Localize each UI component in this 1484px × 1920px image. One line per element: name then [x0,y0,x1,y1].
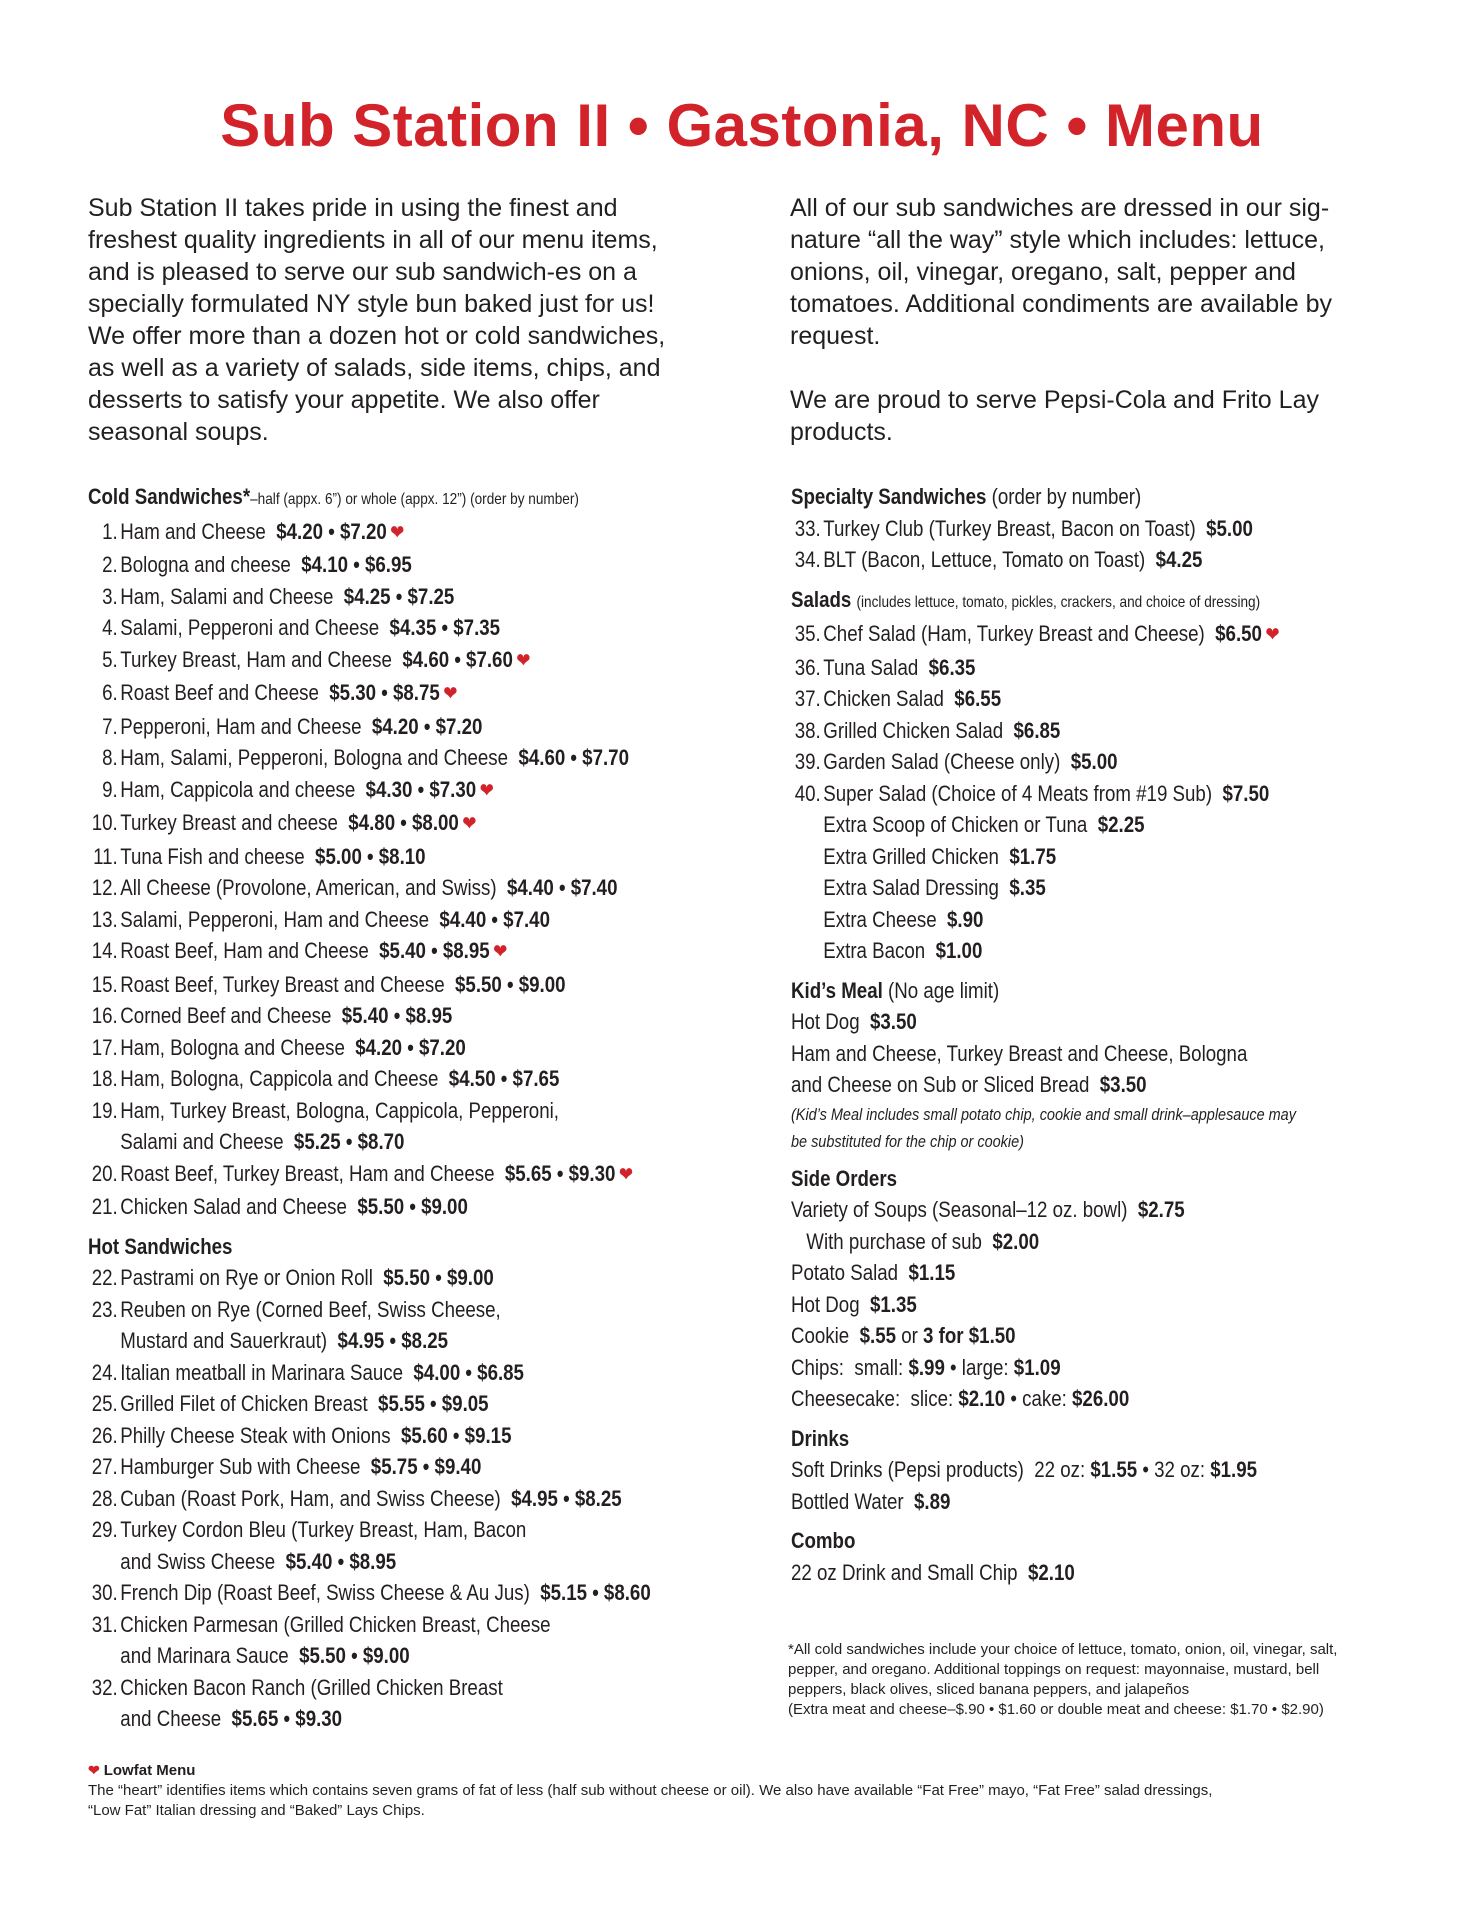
menu-item [88,1158,700,1192]
item-number: 40. [794,780,821,806]
footnote-line: *All cold sandwiches include your choice of lettuce, tomato, onion, oil, vinegar, salt, [788,1641,1338,1658]
item-name: Cuban (Roast Pork, Ham, and Swiss Cheese) [120,1485,501,1511]
item-price: $2.75 [1137,1197,1185,1222]
heart-icon: ❤ [1265,624,1280,646]
heart-icon: ❤ [618,1163,634,1186]
menu-item [88,677,700,711]
item-name: Chef Salad (Ham, Turkey Breast and Cheese) [823,621,1205,646]
item-number: 17. [91,1034,118,1060]
item-number: 38. [794,717,821,743]
item-name: Pastrami on Rye or Onion Roll [120,1265,373,1290]
item-price: $4.25 • $7.25 [343,583,455,609]
item-name: Ham and Cheese [120,518,266,544]
section-note: (order by number) [991,484,1142,509]
item-price: $5.65 • $9.30 [504,1160,616,1186]
item-price: $5.50 • $9.00 [299,1643,410,1668]
kids-note-line: be substituted for the chip or cookie) [791,1131,1024,1151]
item-name: Ham, Salami, Pepperoni, Bologna and Cheese [120,745,509,770]
item-name: Tuna Fish and cheese [120,843,305,869]
footnote-line: peppers, black olives, sliced banana peppers, and jalapeños [788,1681,1190,1698]
item-name: Pepperoni, Ham and Cheese [120,713,362,739]
hot-sandwiches-header: Hot Sandwiches [88,1233,233,1259]
item-price: $4.20 • $7.20 [371,713,483,739]
item-price: $1.55 [1090,1457,1138,1482]
item-name: Turkey Club (Turkey Breast, Bacon on Toast) [823,515,1196,541]
item-number: 19. [91,1097,118,1123]
item-number: 24. [91,1359,118,1385]
specialty-sandwiches-header [791,481,1437,513]
item-name: Ham, Cappicola and cheese [120,776,356,802]
size-label: slice: [910,1386,954,1411]
menu-item [88,1420,700,1452]
soup-with-sub-item [791,1226,1437,1258]
item-number: 1. [102,518,118,544]
item-name: Hamburger Sub with Cheese [120,1454,361,1479]
item-name: Corned Beef and Cheese [120,1003,332,1028]
item-price: $6.35 [928,654,976,680]
item-number: 7. [102,713,118,739]
item-deal: 3 for $1.50 [923,1323,1016,1348]
lowfat-title-text: Lowfat Menu [103,1762,196,1779]
item-price: $5.40 • $8.95 [285,1548,397,1574]
menu-item [88,644,700,678]
item-name: French Dip (Roast Beef, Swiss Cheese & Au Jus) [120,1580,530,1605]
menu-item [88,1294,700,1326]
item-name: and Cheese on Sub or Sliced Bread [791,1072,1090,1097]
item-name: Italian meatball in Marinara Sauce [120,1359,404,1385]
soft-drinks-item: Soft Drinks (Pepsi products) 22 oz: $1.55 • 32 oz: $1.95 [791,1457,1258,1482]
item-number: 14. [91,938,118,963]
section-note: (includes lettuce, tomato, pickles, crackers, and choice of dressing) [856,593,1261,611]
salads-header [791,584,1437,619]
item-number: 3. [102,583,118,609]
item-number: 22. [91,1265,118,1290]
item-price: $.89 [913,1488,951,1514]
kids-meal-note [791,1101,1437,1155]
item-number: 30. [91,1580,118,1605]
item-number: 28. [91,1485,118,1511]
item-name: Bottled Water [791,1488,904,1514]
item-price: $4.00 • $6.85 [413,1359,524,1385]
item-price: $2.10 [1027,1559,1075,1585]
menu-item [88,612,700,644]
bottled-water-item [791,1486,1437,1518]
item-price: $5.75 • $9.40 [370,1454,482,1479]
item-name: Chicken Salad [823,686,944,711]
item-name: Ham, Salami and Cheese [120,583,334,609]
item-name: Turkey Cordon Bleu (Turkey Breast, Ham, Bacon [120,1517,527,1542]
menu-item [88,516,700,550]
side-hotdog-item [791,1289,1437,1321]
menu-item [88,841,700,873]
menu-item [88,1388,700,1420]
item-price: $.35 [1009,875,1046,900]
item-number: 36. [794,654,821,680]
item-name: Ham, Bologna and Cheese [120,1034,345,1060]
menu-item [88,711,700,743]
cookie-item [791,1320,1437,1352]
item-name: Grilled Chicken Salad [823,717,1004,743]
kids-combo-line1: Ham and Cheese, Turkey Breast and Cheese, Bologna [791,1040,1248,1066]
heart-icon: ❤ [479,779,494,802]
item-number: 15. [91,971,118,997]
menu-item [88,1000,700,1032]
item-price: $1.95 [1210,1457,1258,1482]
item-price: $1.09 [1013,1354,1061,1380]
cold-sandwiches-header [88,481,700,516]
menu-right-column [791,481,1437,1588]
salad-extra-item [791,841,1437,873]
or-text: or [901,1323,918,1348]
item-name: Bologna and cheese [120,552,291,577]
item-name: Roast Beef, Ham and Cheese [120,938,369,963]
item-name: Turkey Breast, Ham and Cheese [120,646,392,672]
item-number: 6. [102,680,118,705]
intro-right [790,192,1400,480]
menu-item [88,1514,700,1546]
item-price: $4.40 • $7.40 [439,906,550,932]
menu-item-continued [88,1546,700,1578]
item-number: 10. [91,810,118,835]
item-price: $5.40 • $8.95 [341,1003,453,1028]
item-number: 26. [91,1422,118,1448]
item-name: and Marinara Sauce [120,1643,289,1668]
item-price: $5.50 • $9.00 [383,1265,494,1290]
menu-item [88,1577,700,1609]
item-price: $4.60 • $7.60 [402,646,513,672]
menu-left-column [88,481,700,1735]
item-price: $6.50 [1215,621,1262,646]
menu-item [88,1191,700,1223]
menu-item [791,618,1437,652]
item-name: Ham, Turkey Breast, Bologna, Cappicola, Pepperoni, [120,1097,559,1123]
menu-item [88,1095,700,1127]
item-number: 4. [102,615,118,640]
item-name: Chicken Bacon Ranch (Grilled Chicken Breast [120,1674,503,1700]
lowfat-title [88,1760,1408,1781]
size-label: small: [854,1354,904,1380]
heart-icon: ❤ [493,941,508,963]
item-name: Philly Cheese Steak with Onions [120,1422,391,1448]
menu-item-continued [88,1126,700,1158]
item-name: Extra Bacon [823,938,926,963]
item-name: Extra Grilled Chicken [823,843,999,869]
menu-item [88,1672,700,1704]
item-name: 22 oz Drink and Small Chip [791,1559,1018,1585]
menu-item [791,778,1437,810]
kids-meal-header [791,975,1437,1007]
kids-hotdog-item [791,1006,1437,1038]
intro-products-text: We are proud to serve Pepsi-Cola and Frito Lay products. [790,386,1319,446]
item-price: $4.30 • $7.30 [365,776,477,802]
item-price: $4.50 • $7.65 [448,1066,560,1091]
section-title: Salads [791,586,852,612]
item-price: $1.00 [935,938,983,963]
item-price: $5.50 • $9.00 [455,971,566,997]
cold-sandwich-footnote [788,1640,1428,1720]
item-price: $4.35 • $7.35 [389,615,501,640]
item-number: 12. [91,875,118,900]
heart-icon: ❤ [462,813,477,835]
item-price: $4.60 • $7.70 [518,745,629,770]
item-number: 20. [91,1160,118,1186]
salad-extra-item [791,935,1437,967]
item-price: $4.20 • $7.20 [276,518,387,544]
size-label: large: [961,1354,1009,1380]
item-price: $2.25 [1097,812,1145,837]
item-number: 35. [794,621,821,646]
lowfat-text-line: “Low Fat” Italian dressing and “Baked” Lays Chips. [88,1802,425,1819]
item-name: Super Salad (Choice of 4 Meats from #19 Sub) [823,780,1213,806]
menu-item [88,1609,700,1641]
item-price: $.55 [859,1323,897,1348]
item-name: and Swiss Cheese [120,1548,276,1574]
item-number: 5. [102,646,118,672]
item-name: Roast Beef, Turkey Breast, Ham and Cheese [120,1160,495,1186]
item-number: 25. [91,1391,118,1416]
item-name: Salami, Pepperoni and Cheese [120,615,380,640]
kids-note-line: (Kid’s Meal includes small potato chip, cookie and small drink–applesauce may [791,1104,1296,1124]
hot-sandwich-list [88,1262,700,1735]
lowfat-notice [88,1760,1408,1821]
menu-item [791,513,1437,545]
item-number: 16. [91,1003,118,1028]
item-name: With purchase of sub [806,1228,982,1254]
item-price: $4.20 • $7.20 [355,1034,466,1060]
menu-item-continued [88,1325,700,1357]
intro-dressing-text: All of our sub sandwiches are dressed in our sig-nature “all the way” style which includes: lettuce, onions, oil, vinegar, oregano, salt, pepper and tomatoes. Additional condiments are available by request. [790,194,1332,350]
item-price: $5.00 [1070,749,1118,774]
footnote-line: pepper, and oregano. Additional toppings on request: mayonnaise, mustard, bell [788,1661,1320,1678]
item-number: 9. [102,776,118,802]
salad-extra-item [791,872,1437,904]
menu-item [88,1032,700,1064]
item-name: BLT (Bacon, Lettuce, Tomato on Toast) [823,547,1146,572]
item-price: $4.10 • $6.95 [301,552,412,577]
item-name: Extra Scoop of Chicken or Tuna [823,812,1088,837]
item-price: $4.40 • $7.40 [506,875,618,900]
item-number: 11. [93,843,118,869]
item-price: $5.00 [1206,515,1253,541]
soup-item [791,1194,1437,1226]
item-price: $5.50 • $9.00 [357,1194,468,1219]
menu-item [791,746,1437,778]
salad-list [791,618,1437,809]
menu-item-continued [88,1640,700,1672]
item-price: $2.10 [958,1386,1006,1411]
item-price: $2.00 [992,1228,1040,1254]
item-number: 18. [91,1066,118,1091]
item-price: $5.15 • $8.60 [540,1580,651,1605]
menu-item [88,935,700,969]
cheesecake-item: Cheesecake: slice: $2.10 • cake: $26.00 [791,1386,1130,1411]
section-note: (No age limit) [888,977,1000,1003]
menu-item [791,683,1437,715]
combo-header: Combo [791,1528,856,1553]
item-price: $5.65 • $9.30 [231,1706,343,1731]
menu-item [88,1483,700,1515]
item-price: $1.15 [908,1260,956,1285]
menu-item-continued [88,1703,700,1735]
item-price: $3.50 [1099,1072,1147,1097]
item-name: Tuna Salad [823,654,919,680]
item-number: 27. [91,1454,118,1479]
item-price: $7.50 [1222,780,1270,806]
item-name: Chicken Parmesan (Grilled Chicken Breast, Cheese [120,1611,551,1637]
item-name: Chips: [791,1354,845,1380]
item-name: Hot Dog [791,1009,860,1034]
footnote-line: (Extra meat and cheese–$.90 • $1.60 or double meat and cheese: $1.70 • $2.90) [788,1701,1324,1718]
item-number: 2. [102,552,118,577]
section-title: Specialty Sandwiches [791,484,987,509]
item-price: $6.55 [954,686,1002,711]
specialty-sandwich-list [791,513,1437,576]
item-name: All Cheese (Provolone, American, and Swiss) [120,875,497,900]
item-price: $4.25 [1155,547,1203,572]
page-title: Sub Station II • Gastonia, NC • Menu [220,92,1264,159]
section-title: Kid’s Meal [791,977,883,1003]
item-name: Mustard and Sauerkraut) [120,1328,328,1353]
item-price: $3.50 [870,1009,917,1034]
menu-item [88,1451,700,1483]
item-price: $1.35 [870,1291,917,1317]
item-name: Salami, Pepperoni, Ham and Cheese [120,906,430,932]
salad-extra-item [791,904,1437,936]
item-number: 8. [102,745,118,770]
chips-item: Chips: small: $.99 • large: $1.09 [791,1354,1061,1380]
menu-item [88,1357,700,1389]
item-number: 34. [794,547,821,572]
salad-extras-list [791,809,1437,967]
salad-extra-item [791,809,1437,841]
item-name: Soft Drinks (Pepsi products) [791,1457,1024,1482]
item-name: Extra Salad Dressing [823,875,999,900]
item-number: 33. [794,515,821,541]
item-price: $4.95 • $8.25 [337,1328,449,1353]
item-price: $5.30 • $8.75 [329,680,440,705]
lowfat-text-line: The “heart” identifies items which contains seven grams of fat of less (half sub without cheese or oil). We also have available “Fat Free” mayo, “Fat Free” salad dressings, [88,1782,1213,1799]
heart-icon: ❤ [390,521,405,544]
item-name: Ham, Bologna, Cappicola and Cheese [120,1066,439,1091]
menu-item [88,969,700,1001]
item-price: $5.55 • $9.05 [378,1391,489,1416]
item-name: Variety of Soups (Seasonal–12 oz. bowl) [791,1197,1128,1222]
item-price: $.90 [947,906,984,932]
item-name: Reuben on Rye (Corned Beef, Swiss Cheese, [120,1296,501,1322]
menu-item [88,1063,700,1095]
item-name: Hot Dog [791,1291,860,1317]
menu-item [88,872,700,904]
menu-item [88,807,700,841]
item-price: $.99 [908,1354,945,1380]
item-name: Extra Cheese [823,906,937,932]
item-name: Cheesecake: [791,1386,901,1411]
menu-item [88,581,700,613]
item-number: 29. [91,1517,118,1542]
section-note: –half (appx. 6”) or whole (appx. 12”) (order by number) [250,491,579,508]
size-label: cake: [1022,1386,1067,1411]
heart-icon: ❤ [516,649,531,672]
heart-icon: ❤ [88,1762,100,1778]
size-label: 32 oz: [1154,1457,1206,1482]
item-number: 37. [794,686,821,711]
item-price: $5.60 • $9.15 [400,1422,512,1448]
potato-salad-item [791,1257,1437,1289]
item-name: Garden Salad (Cheese only) [823,749,1061,774]
intro-left [88,192,698,480]
menu-item [791,652,1437,684]
item-number: 21. [91,1194,118,1219]
item-name: Roast Beef and Cheese [120,680,319,705]
intro-text: Sub Station II takes pride in using the finest and freshest quality ingredients in all of our menu items, and is pleased to serve our sub sandwich-es on a specially formulated NY style bun baked just for us! We offer more than a dozen hot or cold sandwiches, as well as a variety of salads, side items, chips, and desserts to satisfy your appetite. We also offer seasonal soups. [88,194,666,446]
item-number: 13. [91,906,118,932]
item-name: Potato Salad [791,1260,899,1285]
item-name: Salami and Cheese [120,1129,284,1154]
item-name: Grilled Filet of Chicken Breast [120,1391,368,1416]
size-label: 22 oz: [1034,1457,1086,1482]
heart-icon: ❤ [443,683,458,705]
item-number: 31. [91,1611,118,1637]
item-price: $4.95 • $8.25 [511,1485,622,1511]
item-name: Turkey Breast and cheese [120,810,338,835]
item-price: $5.00 • $8.10 [315,843,426,869]
kids-combo-line2 [791,1069,1437,1101]
menu-item [88,774,700,808]
item-price: $5.40 • $8.95 [379,938,490,963]
section-title: Cold Sandwiches* [88,484,251,509]
menu-item [88,742,700,774]
menu-item [791,544,1437,576]
item-price: $4.80 • $8.00 [348,810,459,835]
drinks-header: Drinks [791,1425,850,1451]
item-number: 39. [794,749,821,774]
item-price: $26.00 [1072,1386,1130,1411]
menu-item [88,904,700,936]
menu-item [791,715,1437,747]
item-price: $6.85 [1013,717,1061,743]
cold-sandwich-list [88,516,700,1223]
item-number: 23. [91,1296,118,1322]
combo-item [791,1557,1437,1589]
menu-item [88,549,700,581]
item-name: and Cheese [120,1706,222,1731]
item-price: $1.75 [1009,843,1057,869]
item-name: Roast Beef, Turkey Breast and Cheese [120,971,445,997]
side-orders-header: Side Orders [791,1165,898,1191]
item-number: 32. [91,1674,118,1700]
item-name: Cookie [791,1323,850,1348]
menu-item [88,1262,700,1294]
item-price: $5.25 • $8.70 [293,1129,405,1154]
item-name: Chicken Salad and Cheese [120,1194,347,1219]
